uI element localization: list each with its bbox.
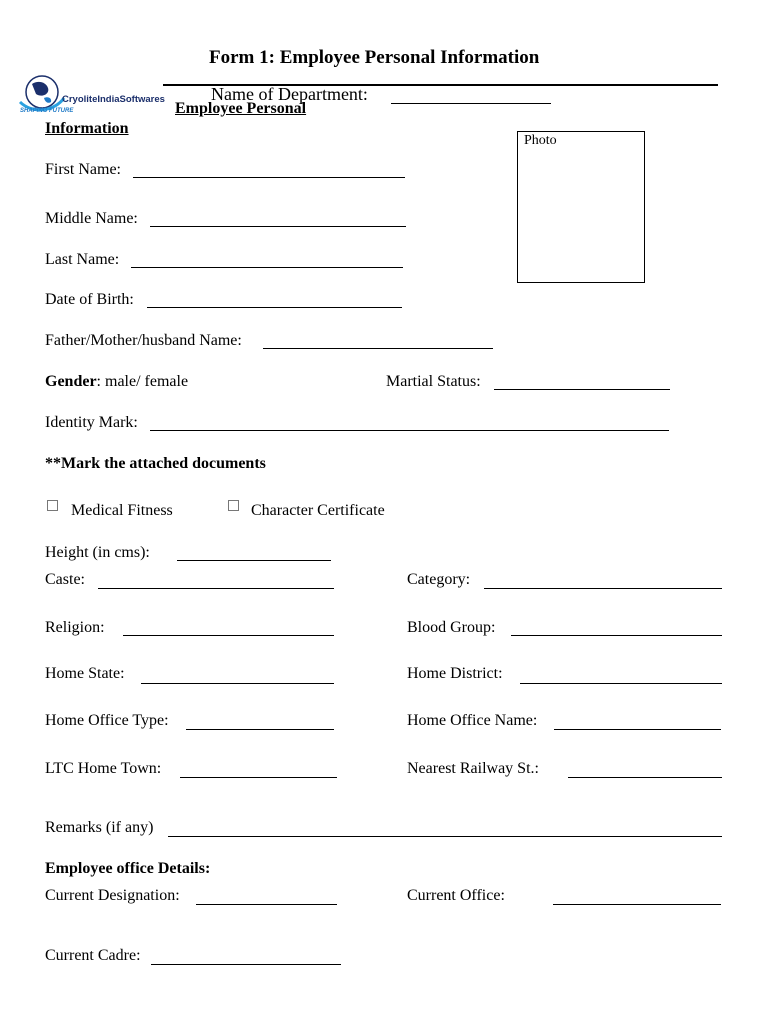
blood-group-field[interactable] bbox=[511, 635, 722, 636]
home-office-type-field[interactable] bbox=[186, 729, 334, 730]
caste-label: Caste: bbox=[45, 571, 85, 588]
department-label: Name of Department: bbox=[211, 84, 368, 104]
home-state-field[interactable] bbox=[141, 683, 334, 684]
home-office-name-label: Home Office Name: bbox=[407, 712, 538, 729]
department-field[interactable] bbox=[391, 103, 551, 104]
religion-field[interactable] bbox=[123, 635, 334, 636]
middle-name-label: Middle Name: bbox=[45, 210, 138, 227]
office-details-heading: Employee office Details: bbox=[45, 860, 211, 877]
height-label: Height (in cms): bbox=[45, 544, 150, 561]
current-designation-label: Current Designation: bbox=[45, 887, 180, 904]
middle-name-field[interactable] bbox=[150, 226, 406, 227]
religion-label: Religion: bbox=[45, 619, 105, 636]
parent-name-label: Father/Mother/husband Name: bbox=[45, 332, 242, 349]
logo-text: CryoliteIndiaSoftwares bbox=[62, 94, 165, 105]
logo-tagline: SHAPING FUTURE bbox=[20, 108, 74, 114]
current-office-field[interactable] bbox=[553, 904, 721, 905]
current-cadre-label: Current Cadre: bbox=[45, 947, 141, 964]
gender-options: : male/ female bbox=[96, 373, 189, 390]
remarks-field[interactable] bbox=[168, 836, 722, 837]
home-office-type-label: Home Office Type: bbox=[45, 712, 169, 729]
home-district-field[interactable] bbox=[520, 683, 722, 684]
nearest-railway-label: Nearest Railway St.: bbox=[407, 760, 539, 777]
medical-fitness-checkbox[interactable] bbox=[47, 500, 58, 511]
current-designation-field[interactable] bbox=[196, 904, 337, 905]
first-name-label: First Name: bbox=[45, 161, 121, 178]
blood-group-label: Blood Group: bbox=[407, 619, 496, 636]
home-state-label: Home State: bbox=[45, 665, 125, 682]
gender-row bbox=[45, 373, 188, 391]
company-logo bbox=[18, 72, 168, 118]
nearest-railway-field[interactable] bbox=[568, 777, 722, 778]
remarks-label: Remarks (if any) bbox=[45, 819, 154, 836]
marital-status-label: Martial Status: bbox=[386, 373, 481, 390]
home-district-label: Home District: bbox=[407, 665, 503, 682]
current-office-label: Current Office: bbox=[407, 887, 505, 904]
section-heading-line1: Employee Personal bbox=[175, 100, 307, 117]
height-field[interactable] bbox=[177, 560, 331, 561]
identity-mark-label: Identity Mark: bbox=[45, 414, 138, 431]
character-certificate-checkbox[interactable] bbox=[228, 500, 239, 511]
dob-field[interactable] bbox=[147, 307, 402, 308]
parent-name-field[interactable] bbox=[263, 348, 493, 349]
home-office-name-field[interactable] bbox=[554, 729, 721, 730]
photo-label: Photo bbox=[524, 133, 557, 148]
marital-status-field[interactable] bbox=[494, 389, 670, 390]
first-name-field[interactable] bbox=[133, 177, 405, 178]
character-certificate-label: Character Certificate bbox=[251, 502, 385, 519]
medical-fitness-label: Medical Fitness bbox=[71, 502, 173, 519]
section-heading-line2: Information bbox=[45, 120, 129, 137]
category-field[interactable] bbox=[484, 588, 722, 589]
last-name-label: Last Name: bbox=[45, 251, 120, 268]
caste-field[interactable] bbox=[98, 588, 334, 589]
last-name-field[interactable] bbox=[131, 267, 403, 268]
gender-label: Gender bbox=[45, 373, 97, 390]
documents-heading: **Mark the attached documents bbox=[45, 455, 266, 472]
identity-mark-field[interactable] bbox=[150, 430, 669, 431]
category-label: Category: bbox=[407, 571, 471, 588]
current-cadre-field[interactable] bbox=[151, 964, 341, 965]
photo-box[interactable] bbox=[517, 131, 645, 283]
form-title: Form 1: Employee Personal Information bbox=[209, 47, 540, 68]
ltc-home-town-label: LTC Home Town: bbox=[45, 760, 162, 777]
ltc-home-town-field[interactable] bbox=[180, 777, 337, 778]
dob-label: Date of Birth: bbox=[45, 291, 134, 308]
